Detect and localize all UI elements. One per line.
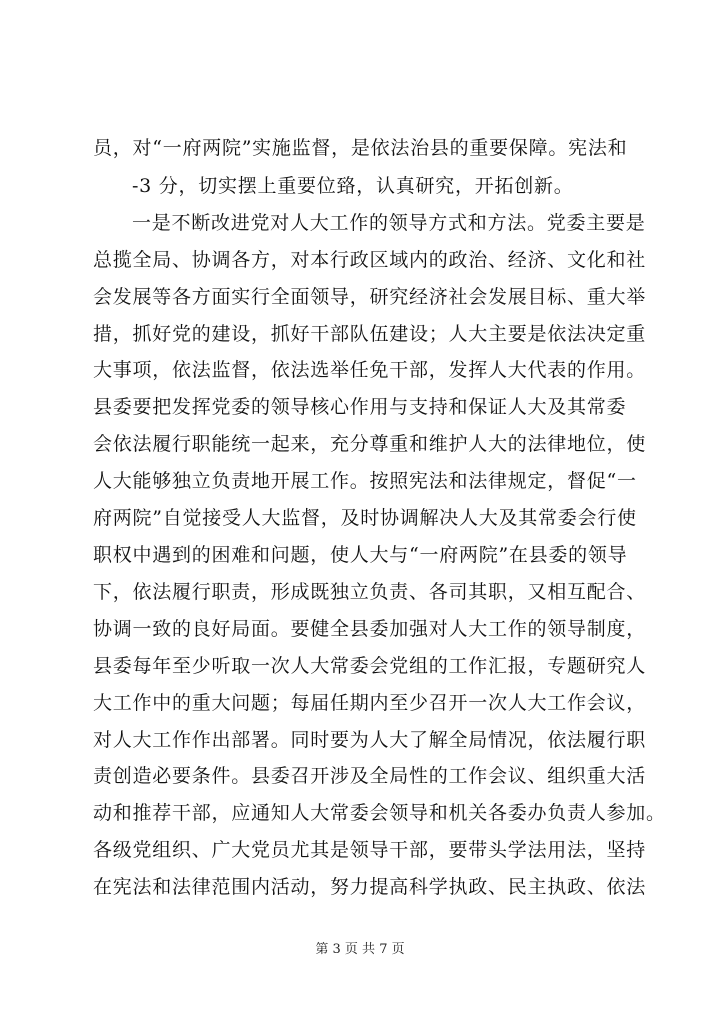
text-line: 县委每年至少听取一次人大常委会党组的工作汇报，专题研究人 xyxy=(93,655,647,677)
text-line: 一是不断改进党对人大工作的领导方式和方法。党委主要是 xyxy=(132,212,646,234)
text-line: -3 分，切实摆上重要位臵，认真研究，开拓创新。 xyxy=(132,175,574,197)
text-line: 人大能够独立负责地开展工作。按照宪法和法律规定，督促“一 xyxy=(93,470,637,492)
text-line: 职权中遇到的困难和问题，使人大与“一府两院”在县委的领导 xyxy=(93,544,628,566)
text-line: 总揽全局、协调各方，对本行政区域内的政治、经济、文化和社 xyxy=(93,249,647,271)
text-line: 措，抓好党的建设，抓好干部队伍建设；人大主要是依法决定重 xyxy=(93,323,647,345)
text-line: 县委要把发挥党委的领导核心作用与支持和保证人大及其常委 xyxy=(93,396,627,418)
text-line: 在宪法和法律范围内活动，努力提高科学执政、民主执政、依法 xyxy=(93,876,647,898)
text-line: 员，对“一府两院”实施监督，是依法治县的重要保障。宪法和 xyxy=(93,137,628,159)
text-line: 府两院”自觉接受人大监督，及时协调解决人大及其常委会行使 xyxy=(93,507,637,529)
text-line: 协调一致的良好局面。要健全县委加强对人大工作的领导制度， xyxy=(93,618,647,640)
text-line: 大事项，依法监督，依法选举任免干部，发挥人大代表的作用。 xyxy=(93,359,647,381)
text-line: 各级党组织、广大党员尤其是领导干部，要带头学法用法，坚持 xyxy=(93,839,647,861)
text-line: 动和推荐干部，应通知人大常委会领导和机关各委办负责人参加。 xyxy=(93,802,666,824)
text-line: 会依法履行职能统一起来，充分尊重和维护人大的法律地位，使 xyxy=(93,433,647,455)
page-number-footer: 第 3 页 共 7 页 xyxy=(315,942,405,957)
text-line: 对人大工作作出部署。同时要为人大了解全局情况，依法履行职 xyxy=(93,729,647,751)
text-line: 责创造必要条件。县委召开涉及全局性的工作会议、组织重大活 xyxy=(93,765,647,787)
text-line: 下，依法履行职责，形成既独立负责、各司其职，又相互配合、 xyxy=(93,581,647,603)
text-line: 大工作中的重大问题；每届任期内至少召开一次人大工作会议， xyxy=(93,692,647,714)
text-line: 会发展等各方面实行全面领导，研究经济社会发展目标、重大举 xyxy=(93,286,647,308)
